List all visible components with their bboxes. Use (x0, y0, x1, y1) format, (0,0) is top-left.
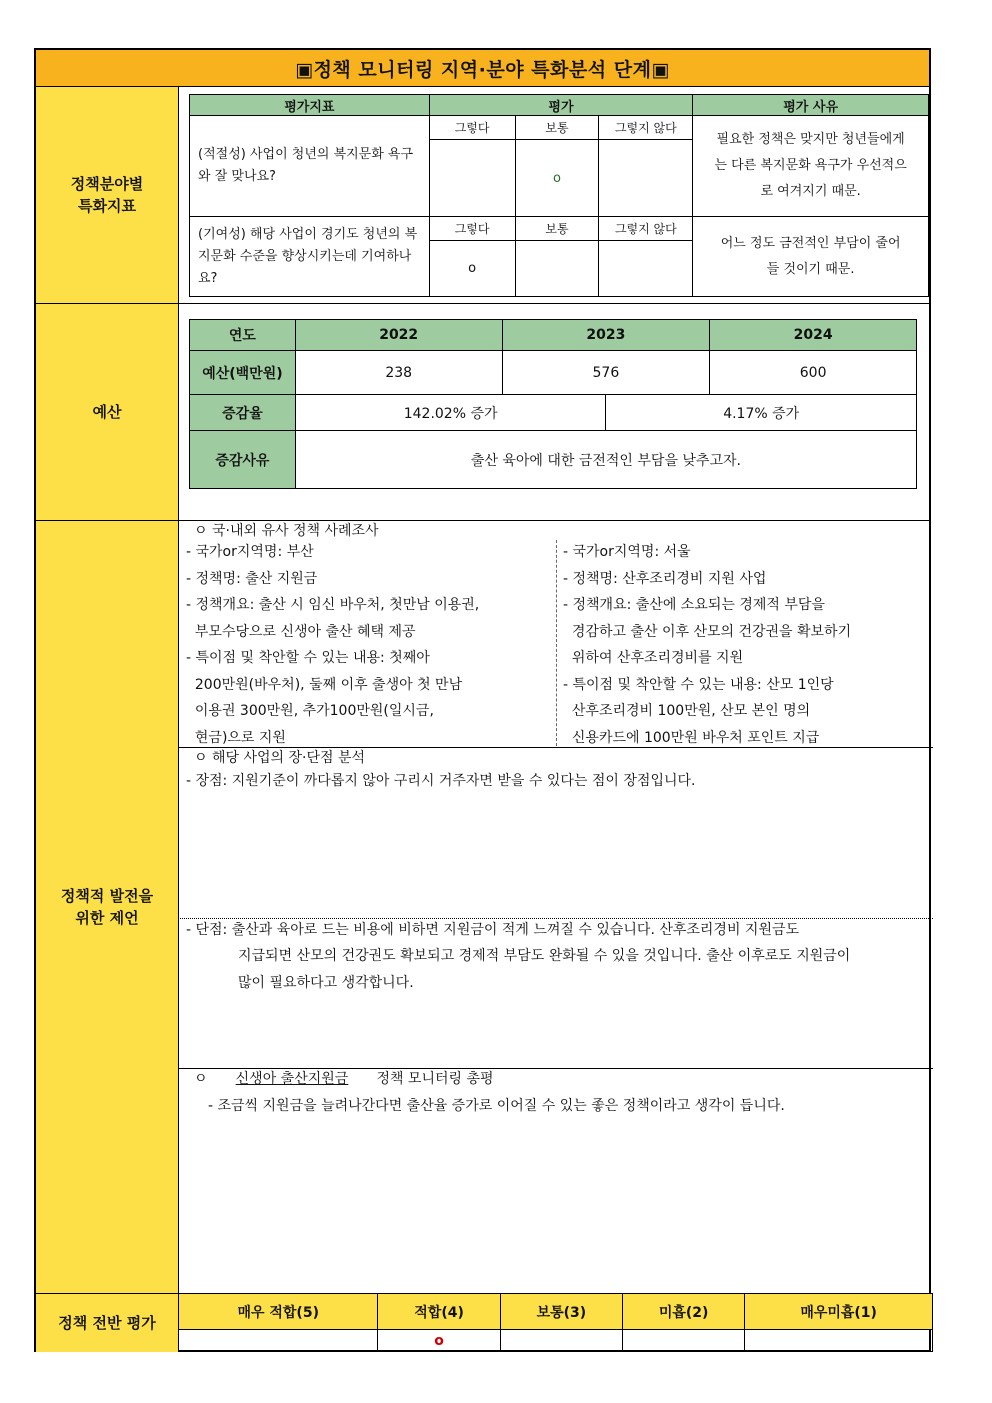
cases-right (563, 539, 851, 751)
cases-left (186, 539, 479, 751)
rate-2023: 142.02% 증가 (295, 395, 606, 431)
reason-2: 어느 정도 금전적인 부담이 줄어들 것이기 때문. (693, 217, 929, 297)
budget-reason: 출산 육아에 대한 금전적인 부담을 낮추고자. (295, 431, 916, 489)
review-text: - 조금씩 지원금을 늘려나간다면 출산율 증가로 이어질 수 있는 좋은 정책이라고 생각이 듭니다. (208, 1098, 785, 1114)
scale-yes: 그렇다 (429, 116, 515, 140)
case-line: 산후조리경비 100만원, 산모 본인 명의 (563, 703, 811, 719)
analysis-heading: ㅇ 해당 사업의 장·단점 분석 (194, 750, 366, 766)
budget-label-cell: 예산(백만원) (190, 351, 296, 395)
reason-1: 필요한 정책은 맞지만 청년들에게는 다른 복지문화 욕구가 우선적으로 여겨지기 때문. (693, 116, 929, 217)
case-line: 이용권 300만원, 추가100만원(일시금, (186, 703, 434, 719)
overall-mark-4: o (378, 1330, 500, 1352)
budget-2024: 600 (710, 351, 917, 395)
budget-2022: 238 (295, 351, 502, 395)
analysis-cons-3: 많이 필요하다고 생각합니다. (238, 975, 414, 991)
year-label: 연도 (190, 320, 296, 351)
page-title: ▣정책 모니터링 지역·분야 특화분석 단계▣ (36, 50, 929, 87)
year-2022: 2022 (295, 320, 502, 351)
mark-2-neutral (515, 241, 599, 297)
scale-no: 그렇지 않다 (599, 116, 693, 140)
option-suitable: 적합(4) (378, 1294, 500, 1330)
overall-label: 정책 전반 평가 (36, 1294, 179, 1352)
overall-mark-1 (745, 1330, 933, 1352)
column-divider (556, 540, 557, 746)
reason-label: 증감사유 (190, 431, 296, 489)
case-line: - 정책명: 출산 지원금 (186, 570, 318, 587)
case-line: - 국가or지역명: 서울 (563, 544, 691, 560)
case-line: 200만원(바우처), 둘째 이후 출생아 첫 만남 (186, 676, 463, 693)
rate-2024: 4.17% 증가 (606, 395, 917, 431)
analysis-cons-1: - 단점: 출산과 육아로 드는 비용에 비하면 지원금이 적게 느껴질 수 있습니다. 산후조리경비 지원금도 (186, 922, 800, 938)
mark-2-no (599, 241, 693, 297)
budget-label: 예산 (36, 304, 179, 520)
analysis-cons-2: 지급되면 산모의 건강권도 확보되고 경제적 부담도 완화될 수 있을 것입니다. 출산 이후로도 지원금이 (238, 948, 851, 964)
case-line: 위하여 산후조리경비를 지원 (563, 650, 744, 666)
option-insufficient: 미흡(2) (623, 1294, 745, 1330)
case-line: 경감하고 출산 이후 산모의 건강권을 확보하기 (563, 623, 852, 640)
indicator-label: 정책분야별 특화지표 (36, 87, 179, 303)
overall-mark-2 (623, 1330, 745, 1352)
year-2024: 2024 (710, 320, 917, 351)
case-line: 부모수당으로 신생아 출산 혜택 제공 (186, 623, 416, 640)
mark-1-no (599, 140, 693, 217)
header-evaluation: 평가 (429, 95, 693, 116)
rate-label: 증감율 (190, 395, 296, 431)
overall-table (178, 1293, 933, 1352)
indicator-table (189, 94, 929, 297)
case-line: - 특이점 및 착안할 수 있는 내용: 첫째아 (186, 650, 430, 666)
overall-mark-5 (179, 1330, 378, 1352)
cases-heading: ㅇ 국·내외 유사 정책 사례조사 (194, 523, 379, 539)
option-very-insufficient: 매우미흡(1) (745, 1294, 933, 1330)
option-very-suitable: 매우 적합(5) (179, 1294, 378, 1330)
option-neutral: 보통(3) (500, 1294, 622, 1330)
case-line: 현금)으로 지원 (186, 729, 286, 746)
question-2: (기여성) 해당 사업이 경기도 청년의 복지문화 수준을 향상시키는데 기여하나요? (190, 217, 430, 297)
budget-2023: 576 (502, 351, 710, 395)
case-line: 신용카드에 100만원 바우처 포인트 지급 (563, 729, 820, 746)
mark-1-neutral: o (515, 140, 599, 217)
review-suffix: 정책 모니터링 총평 (376, 1071, 494, 1087)
scale-yes: 그렇다 (429, 217, 515, 241)
question-1: (적절성) 사업이 청년의 복지문화 욕구와 잘 맞나요? (190, 116, 430, 217)
scale-neutral: 보통 (515, 116, 599, 140)
case-line: - 특이점 및 착안할 수 있는 내용: 산모 1인당 (563, 676, 834, 693)
scale-neutral: 보통 (515, 217, 599, 241)
budget-table (189, 319, 917, 489)
overall-mark-3 (500, 1330, 622, 1352)
header-indicator: 평가지표 (190, 95, 430, 116)
case-line: - 국가or지역명: 부산 (186, 544, 314, 560)
proposal-label: 정책적 발전을 위한 제언 (36, 521, 179, 1293)
scale-no: 그렇지 않다 (599, 217, 693, 241)
case-line: - 정책개요: 출산 시 임신 바우처, 첫만남 이용권, (186, 597, 480, 613)
mark-1-yes (429, 140, 515, 217)
review-policy-name: 신생아 출산지원금 (235, 1071, 349, 1087)
case-line: - 정책개요: 출산에 소요되는 경제적 부담을 (563, 597, 825, 613)
year-2023: 2023 (502, 320, 710, 351)
policy-form (34, 48, 931, 1352)
review-bullet: ㅇ (194, 1071, 208, 1087)
review-heading (194, 1066, 494, 1093)
header-reason: 평가 사유 (693, 95, 929, 116)
mark-2-yes: o (429, 241, 515, 297)
case-line: - 정책명: 산후조리경비 지원 사업 (563, 570, 767, 587)
analysis-pros: - 장점: 지원기준이 까다롭지 않아 구리시 거주자면 받을 수 있다는 점이 장점입니다. (186, 773, 696, 789)
